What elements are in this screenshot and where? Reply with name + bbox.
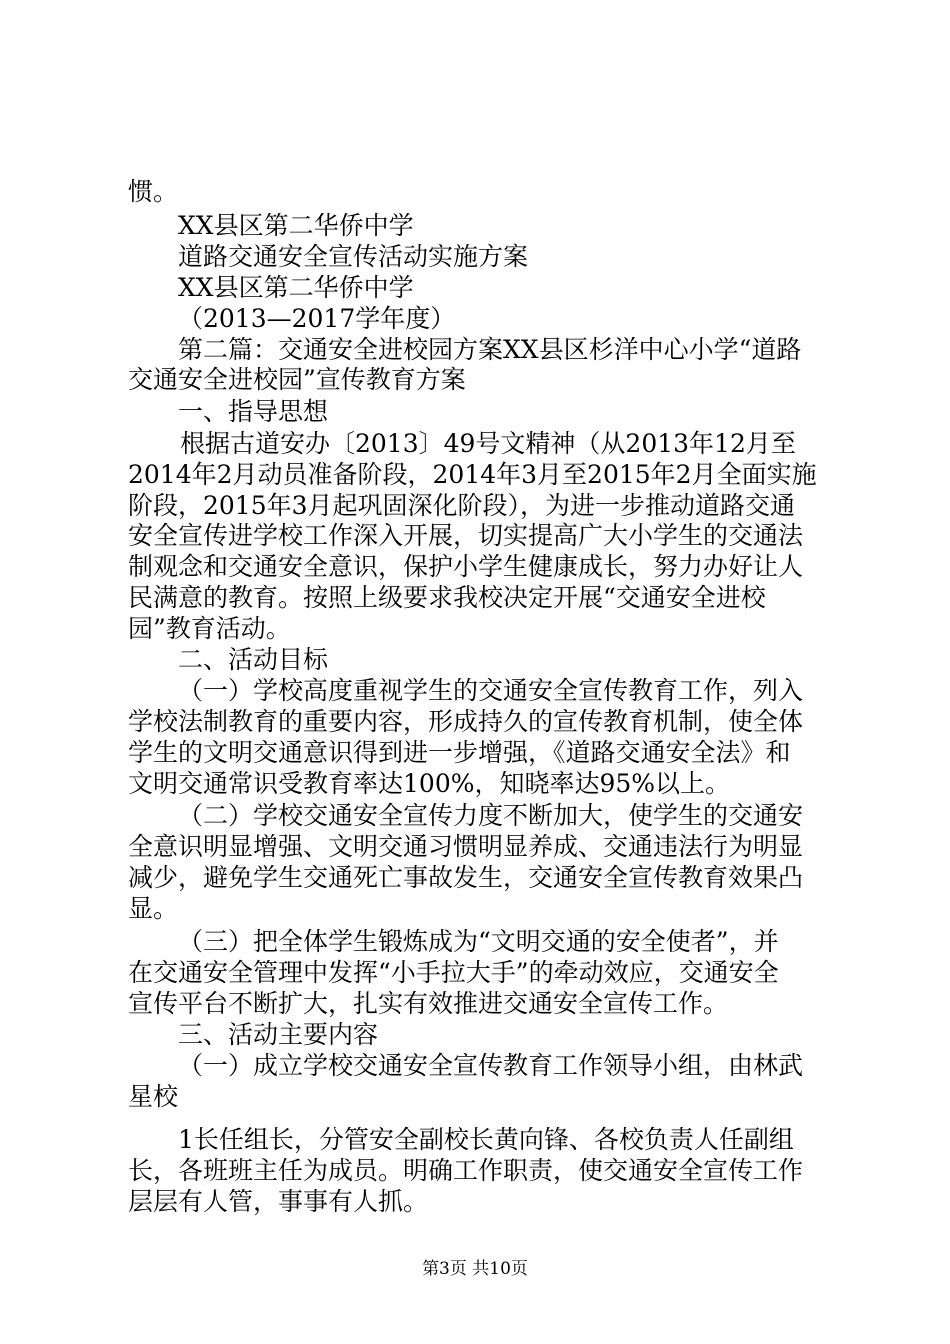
text-line: （一）学校高度重视学生的交通安全宣传教育工作，列入 (178, 676, 804, 705)
text-line: 园”教育活动。 (128, 614, 291, 643)
text-line: 2014年2月动员准备阶段，2014年3月至2015年2月全面实施 (128, 460, 817, 489)
text-line: XX县区第二华侨中学 (178, 273, 414, 302)
text-line: 减少，避免学生交通死亡事故发生，交通安全宣传教育效果凸 (128, 863, 804, 892)
text-line: 交通安全进校园”宣传教育方案 (128, 365, 466, 394)
text-line: 民满意的教育。按照上级要求我校决定开展“交通安全进校 (128, 583, 766, 612)
text-line: 安全宣传进学校工作深入开展，切实提高广大小学生的交通法 (128, 521, 804, 550)
text-line: 惯。 (128, 177, 179, 206)
section-heading: 一、指导思想 (178, 397, 329, 426)
text-line: 根据古道安办〔2013〕49号文精神（从2013年12月至 (180, 429, 796, 458)
text-line: 在交通安全管理中发挥“小手拉大手”的牵动效应，交通安全 (128, 958, 779, 987)
text-line: （2013—2017学年度） (178, 304, 456, 333)
text-line: （一）成立学校交通安全宣传教育工作领导小组，由林武 (178, 1051, 804, 1080)
text-line: 道路交通安全宣传活动实施方案 (178, 242, 529, 271)
text-line: 层层有人管，事事有人抓。 (128, 1187, 429, 1216)
text-line: 第二篇：交通安全进校园方案XX县区杉洋中心小学“道路 (178, 335, 802, 364)
page-footer: 第3页 共10页 (422, 1259, 528, 1279)
text-line: （二）学校交通安全宣传力度不断加大，使学生的交通安 (178, 801, 804, 830)
text-line: 全意识明显增强、文明交通习惯明显养成、交通违法行为明显 (128, 832, 804, 861)
text-line: 星校 (128, 1082, 179, 1111)
text-line: （三）把全体学生锻炼成为“文明交通的安全使者”，并 (178, 927, 779, 956)
text-line: XX县区第二华侨中学 (178, 211, 414, 240)
text-line: 文明交通常识受教育率达100%，知晓率达95%以上。 (128, 769, 731, 798)
text-line: 长，各班班主任为成员。明确工作职责，使交通安全宣传工作 (128, 1156, 804, 1185)
text-line: 宣传平台不断扩大，扎实有效推进交通安全宣传工作。 (128, 989, 729, 1018)
text-line: 显。 (128, 894, 179, 923)
text-line: 1长任组长，分管安全副校长黄向锋、各校负责人任副组 (178, 1125, 794, 1154)
section-heading: 三、活动主要内容 (178, 1020, 379, 1049)
text-line: 学生的文明交通意识得到进一步增强，《道路交通安全法》和 (128, 738, 791, 767)
text-line: 学校法制教育的重要内容，形成持久的宣传教育机制，使全体 (128, 707, 804, 736)
text-line: 阶段，2015年3月起巩固深化阶段），为进一步推动道路交通 (128, 491, 796, 520)
text-line: 制观念和交通安全意识，保护小学生健康成长，努力办好让人 (128, 552, 804, 581)
section-heading: 二、活动目标 (178, 645, 329, 674)
